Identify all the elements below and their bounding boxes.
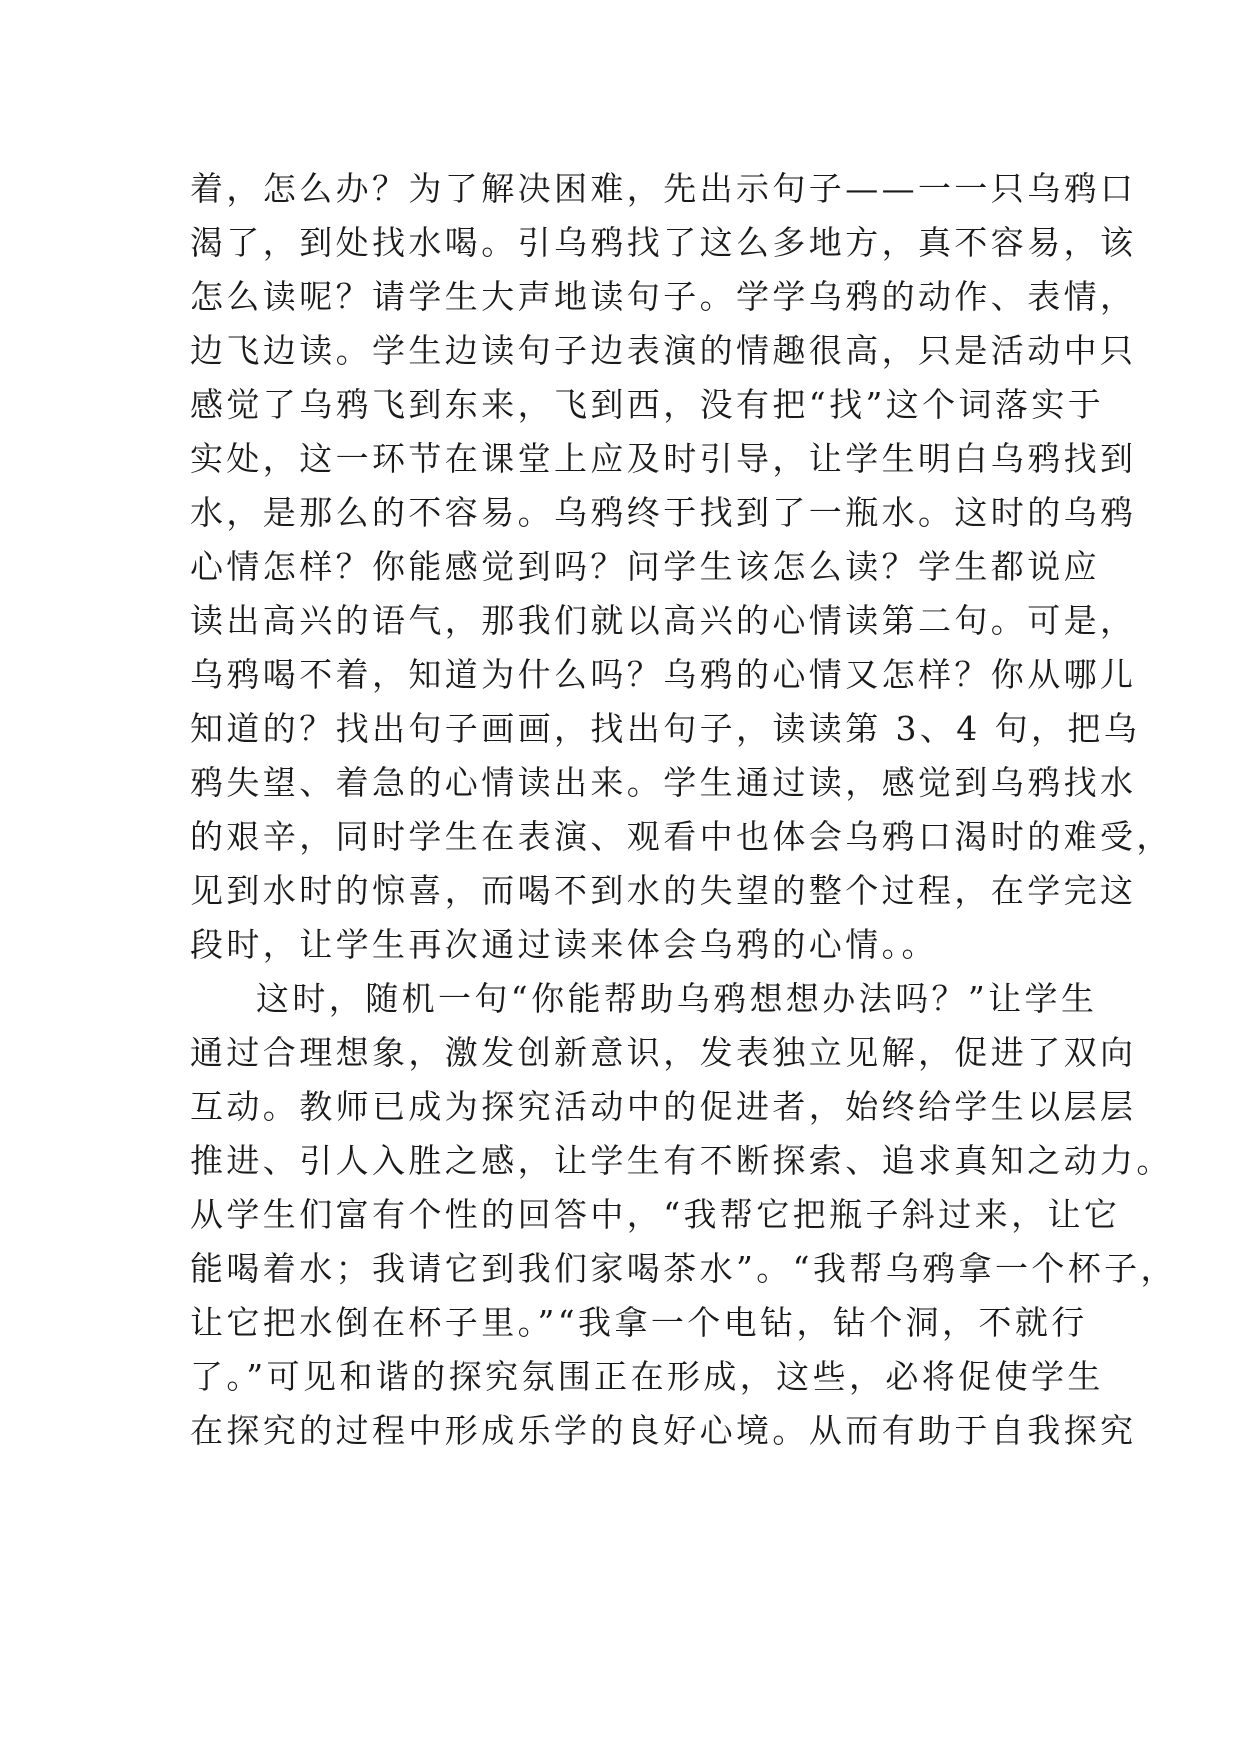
text-line: 实处，这一环节在课堂上应及时引导，让学生明白乌鸦找到	[190, 439, 1137, 478]
text-line: 推进、引人入胜之感，让学生有不断探索、追求真知之动力。	[190, 1141, 1173, 1180]
body-text	[190, 162, 1177, 1458]
paragraph-1	[190, 162, 1173, 972]
text-line: 着，怎么办？为了解决困难，先出示句子——一一只乌鸦口	[190, 169, 1137, 208]
text-line: 能喝着水；我请它到我们家喝茶水”。“我帮乌鸦拿一个杯子，	[190, 1249, 1177, 1288]
text-line: 边飞边读。学生边读句子边表演的情趣很高，只是活动中只	[190, 331, 1137, 370]
text-line: 了。”可见和谐的探究氛围正在形成，这些，必将促使学生	[190, 1357, 1104, 1396]
text-line: 段时，让学生再次通过读来体会乌鸦的心情。。	[190, 925, 938, 964]
text-line: 的艰辛，同时学生在表演、观看中也体会乌鸦口渴时的难受，	[190, 817, 1173, 856]
text-line: 见到水时的惊喜，而喝不到水的失望的整个过程，在学完这	[190, 871, 1137, 910]
text-line: 知道的？找出句子画画，找出句子，读读第 3、4 句，把乌	[190, 709, 1141, 748]
text-line: 通过合理想象，激发创新意识，发表独立见解，促进了双向	[190, 1033, 1137, 1072]
text-line: 怎么读呢？请学生大声地读句子。学学乌鸦的动作、表情，	[190, 277, 1137, 316]
text-line: 让它把水倒在杯子里。”“我拿一个电钻，钻个洞，不就行	[190, 1303, 1088, 1342]
text-line: 心情怎样？你能感觉到吗？问学生该怎么读？学生都说应	[190, 547, 1100, 586]
text-line: 乌鸦喝不着，知道为什么吗？乌鸦的心情又怎样？你从哪儿	[190, 655, 1137, 694]
paragraph-2	[190, 972, 1177, 1458]
text-line: 水，是那么的不容易。乌鸦终于找到了一瓶水。这时的乌鸦	[190, 493, 1137, 532]
text-line: 这时，随机一句“你能帮助乌鸦想想办法吗？”让学生	[256, 979, 1098, 1018]
text-line: 互动。教师已成为探究活动中的促进者，始终给学生以层层	[190, 1087, 1137, 1126]
text-line: 鸦失望、着急的心情读出来。学生通过读，感觉到乌鸦找水	[190, 763, 1137, 802]
text-line: 渴了，到处找水喝。引乌鸦找了这么多地方，真不容易，该	[190, 223, 1137, 262]
text-line: 读出高兴的语气，那我们就以高兴的心情读第二句。可是，	[190, 601, 1137, 640]
text-line: 感觉了乌鸦飞到东来，飞到西，没有把“找”这个词落实于	[190, 385, 1105, 424]
text-line: 从学生们富有个性的回答中，“我帮它把瓶子斜过来，让它	[190, 1195, 1121, 1234]
text-line: 在探究的过程中形成乐学的良好心境。从而有助于自我探究	[190, 1411, 1137, 1450]
